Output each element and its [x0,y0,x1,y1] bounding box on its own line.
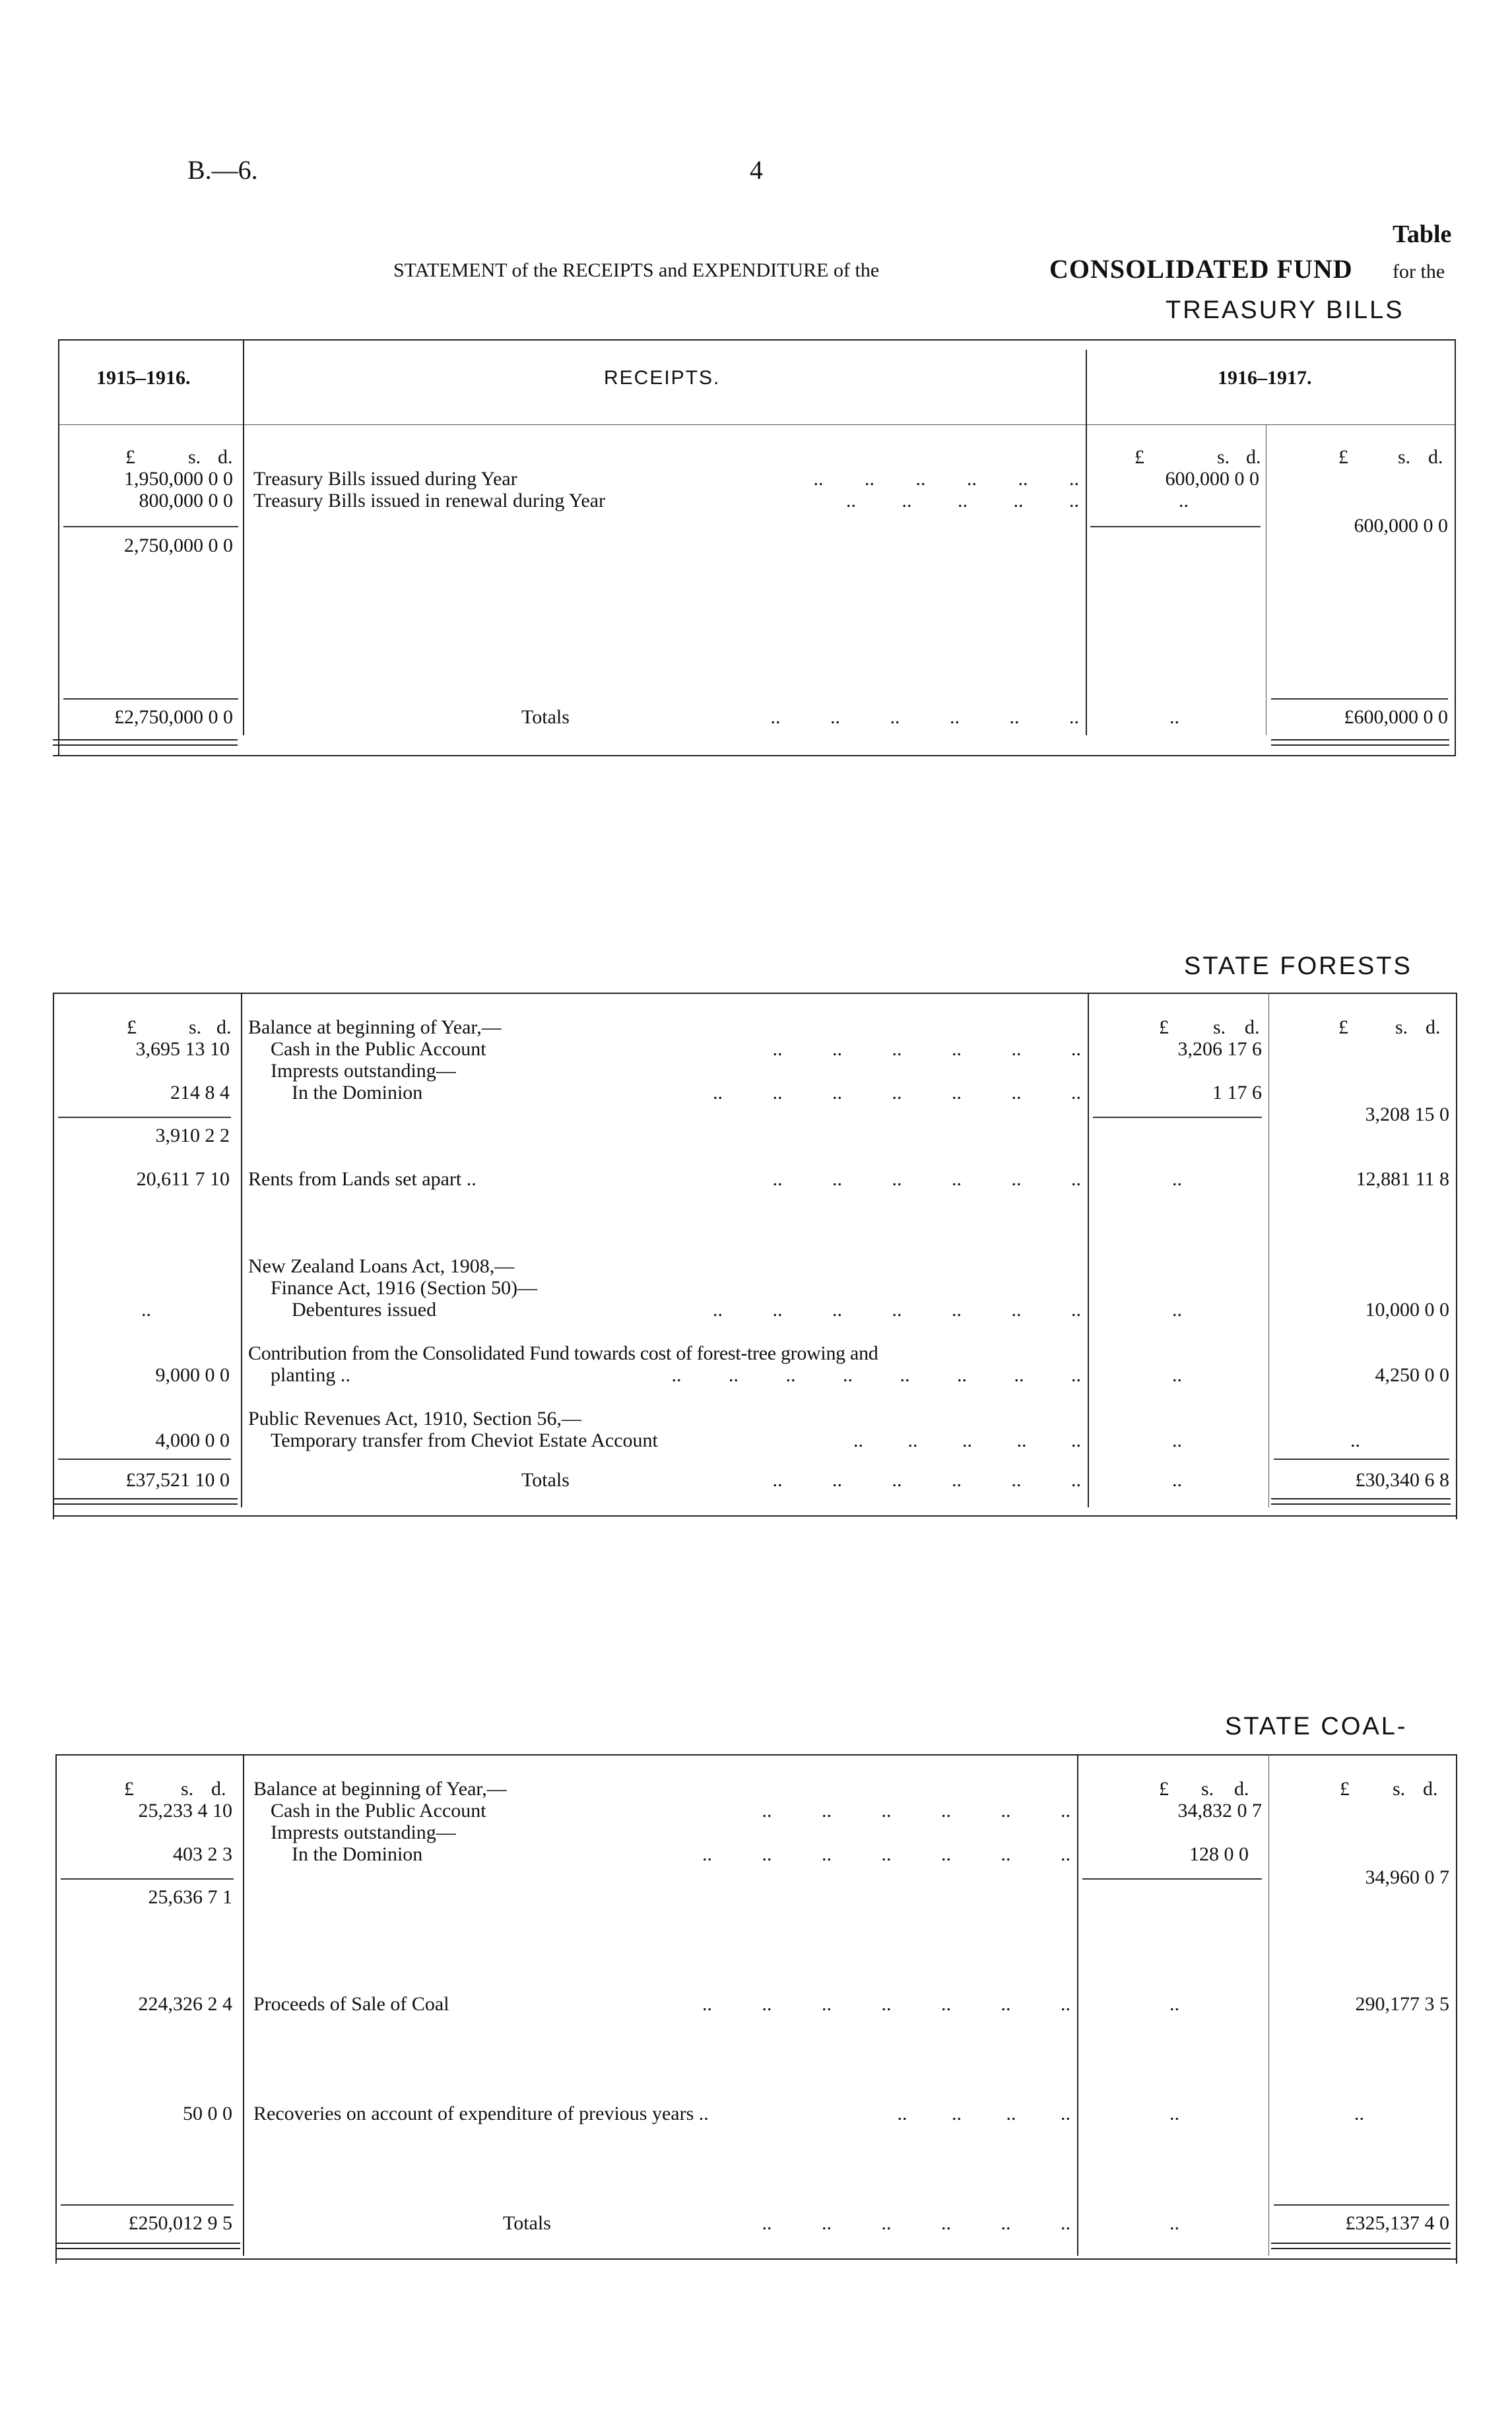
forests-right-border [1456,993,1457,1519]
treasury-header-right: 1916–1917. [1218,367,1312,389]
forests-imprests-label: Imprests outstanding— [271,1060,456,1082]
coal-unit-s-c2: s. [1393,1778,1406,1800]
forests-revenues-heading: Public Revenues Act, 1910, Section 56,— [248,1408,581,1430]
coal-unit-d-left: d. [211,1778,226,1800]
coal-total-left: £250,012 9 5 [128,2212,232,2234]
treasury-subtotal-right: 600,000 0 0 [1354,515,1448,537]
treasury-unit-d-left: d. [218,446,233,468]
treasury-header-left: 1915–1916. [96,367,191,389]
treasury-row1-dots: .. .. .. .. .. .. [813,468,1079,490]
treasury-unit-pound-c1: £ [1134,446,1144,468]
coal-subtotal-rule-c1 [1082,1878,1262,1880]
treasury-total-rule-left [63,698,238,700]
coal-double-rule-left [55,2243,240,2249]
treasury-subtotal-left: 2,750,000 0 0 [124,535,233,556]
treasury-row2-c1: .. [1179,490,1189,511]
treasury-bottom-rule [53,755,1456,756]
treasury-row1-desc: Treasury Bills issued during Year [253,468,517,490]
page-number: 4 [750,155,763,185]
forests-dominion-dots: .. .. .. .. .. .. .. [713,1082,1081,1103]
statement-fund: CONSOLIDATED FUND [1049,254,1353,284]
treasury-section-title: TREASURY BILLS [1166,296,1404,324]
forests-unit-s-c1: s. [1213,1016,1226,1038]
forests-total-rule-left [58,1459,231,1460]
forests-total-label: Totals [521,1469,570,1491]
forests-double-rule-left [53,1498,238,1505]
coal-proceeds-c1: .. [1169,1993,1179,2015]
forests-unit-s-c2: s. [1395,1016,1408,1038]
forests-dominion-left: 214 8 4 [170,1082,230,1103]
page-reference: B.—6. [187,155,258,185]
forests-debentures-label: Debentures issued [292,1299,437,1321]
forests-transfer-label: Temporary transfer from Cheviot Estate Account [271,1430,658,1451]
treasury-header-rule [58,424,1455,425]
forests-transfer-c2: .. [1350,1430,1360,1451]
treasury-total-rule-right [1271,698,1448,700]
forests-debentures-left: .. [141,1299,151,1321]
coal-col-divider-1 [243,1754,244,2256]
treasury-double-rule-left [53,739,238,746]
forests-dominion-c1: 1 17 6 [1212,1082,1262,1103]
treasury-total-c1: .. [1169,706,1179,728]
coal-balance-right-total: 34,960 0 7 [1365,1866,1449,1888]
forests-balance-heading: Balance at beginning of Year,— [248,1016,502,1038]
forests-debentures-c2: 10,000 0 0 [1365,1299,1449,1321]
forests-rents-dots: .. .. .. .. .. .. [772,1168,1081,1190]
coal-balance-heading: Balance at beginning of Year,— [253,1778,507,1800]
coal-section-title: STATE COAL- [1225,1713,1408,1740]
coal-balance-left-total: 25,636 7 1 [148,1886,232,1908]
coal-proceeds-label: Proceeds of Sale of Coal [253,1993,449,2015]
statement-prefix: STATEMENT of the RECEIPTS and EXPENDITURE of the [393,259,880,281]
coal-proceeds-dots: .. .. .. .. .. .. .. [702,1993,1070,2015]
treasury-col-divider-2 [1086,350,1087,735]
treasury-row1-c1: 600,000 0 0 [1165,468,1259,490]
forests-subtotal-rule-left [58,1117,231,1118]
forests-debentures-dots: .. .. .. .. .. .. .. [713,1299,1081,1321]
forests-transfer-dots: .. .. .. .. .. [853,1430,1081,1451]
coal-cash-left: 25,233 4 10 [138,1800,232,1822]
treasury-row1-left: 1,950,000 0 0 [124,468,233,490]
treasury-total-dots: .. .. .. .. .. .. [770,706,1079,728]
coal-proceeds-c2: 290,177 3 5 [1355,1993,1449,2015]
forests-contrib-c1: .. [1172,1364,1182,1386]
coal-cash-c1: 34,832 0 7 [1177,1800,1262,1822]
forests-total-left: £37,521 10 0 [125,1469,230,1491]
coal-total-dots: .. .. .. .. .. .. [762,2212,1070,2234]
treasury-header-mid: RECEIPTS. [604,367,721,389]
treasury-unit-d-c1: d. [1246,446,1261,468]
forests-finance-label: Finance Act, 1916 (Section 50)— [271,1277,538,1299]
coal-double-rule-right [1271,2243,1451,2249]
forests-unit-pound-c1: £ [1159,1016,1169,1038]
treasury-unit-pound-c2: £ [1338,446,1348,468]
treasury-row2-left: 800,000 0 0 [139,490,233,511]
forests-transfer-left: 4,000 0 0 [155,1430,230,1451]
forests-contrib-dots: .. .. .. .. .. .. .. .. [671,1364,1081,1386]
forests-rents-c2: 12,881 11 8 [1356,1168,1449,1190]
forests-unit-s-left: s. [189,1016,202,1038]
statement-suffix: for the [1393,261,1445,282]
forests-section-title: STATE FORESTS [1184,952,1412,980]
treasury-col-divider-1 [243,339,244,735]
coal-total-rule-left [61,2204,234,2206]
treasury-total-label: Totals [521,706,570,728]
forests-transfer-c1: .. [1172,1430,1182,1451]
treasury-unit-s-left: s. [188,446,201,468]
forests-contrib-left: 9,000 0 0 [155,1364,230,1386]
coal-col-divider-3 [1268,1754,1269,2256]
coal-cash-dots: .. .. .. .. .. .. [762,1800,1070,1822]
coal-unit-pound-c1: £ [1159,1778,1169,1800]
forests-unit-pound-left: £ [127,1016,137,1038]
coal-unit-d-c1: d. [1234,1778,1249,1800]
coal-dominion-c1: 128 0 0 [1189,1843,1249,1865]
treasury-total-c2: £600,000 0 0 [1344,706,1448,728]
coal-dominion-dots: .. .. .. .. .. .. .. [702,1843,1070,1865]
forests-cash-left: 3,695 13 10 [135,1038,230,1060]
coal-dominion-left: 403 2 3 [173,1843,232,1865]
coal-total-c1: .. [1169,2212,1179,2234]
coal-right-border [1456,1754,1457,2264]
treasury-double-rule-right [1271,739,1449,746]
coal-unit-pound-left: £ [124,1778,134,1800]
forests-total-dots: .. .. .. .. .. .. [772,1469,1081,1491]
forests-cash-c1: 3,206 17 6 [1177,1038,1262,1060]
coal-cash-label: Cash in the Public Account [271,1800,486,1822]
table-word: Table [1393,220,1452,248]
treasury-row2-desc: Treasury Bills issued in renewal during Year [253,490,606,511]
coal-recoveries-left: 50 0 0 [183,2103,232,2124]
forests-debentures-c1: .. [1172,1299,1182,1321]
forests-contrib-line1: Contribution from the Consolidated Fund towards cost of forest-tree growing and [248,1342,878,1364]
forests-unit-pound-c2: £ [1338,1016,1348,1038]
forests-double-rule-right [1271,1498,1451,1505]
forests-top-rule [53,993,1456,994]
forests-rents-left: 20,611 7 10 [136,1168,230,1190]
coal-total-c2: £325,137 4 0 [1345,2212,1449,2234]
forests-col-divider-3 [1268,993,1269,1507]
forests-cash-label: Cash in the Public Account [271,1038,486,1060]
coal-total-rule-right [1274,2204,1449,2206]
coal-col-divider-2 [1077,1754,1078,2256]
forests-unit-d-c2: d. [1426,1016,1441,1038]
treasury-unit-pound-left: £ [125,446,135,468]
forests-balance-left-total: 3,910 2 2 [155,1125,230,1146]
coal-imprests-label: Imprests outstanding— [271,1822,456,1843]
coal-unit-pound-c2: £ [1340,1778,1350,1800]
coal-recoveries-c1: .. [1169,2103,1179,2124]
treasury-row2-dots: .. .. .. .. .. [846,490,1079,511]
treasury-right-border [1455,339,1456,755]
forests-rents-c1: .. [1172,1168,1182,1190]
treasury-top-rule [58,339,1455,341]
forests-unit-d-c1: d. [1245,1016,1260,1038]
forests-bottom-rule [53,1515,1457,1517]
treasury-unit-d-c2: d. [1428,446,1443,468]
treasury-unit-s-c1: s. [1217,446,1230,468]
coal-recoveries-c2: .. [1354,2103,1364,2124]
forests-cash-dots: .. .. .. .. .. .. [772,1038,1081,1060]
treasury-unit-s-c2: s. [1398,446,1411,468]
forests-subtotal-rule-c1 [1093,1117,1262,1118]
forests-col-divider-2 [1088,993,1089,1507]
coal-subtotal-rule-left [61,1878,234,1880]
forests-rents-label: Rents from Lands set apart .. [248,1168,477,1190]
forests-total-c1: .. [1172,1469,1182,1491]
treasury-total-left: £2,750,000 0 0 [114,706,233,728]
coal-dominion-label: In the Dominion [292,1843,423,1865]
forests-contrib-c2: 4,250 0 0 [1375,1364,1449,1386]
forests-contrib-line2: planting .. [271,1364,350,1386]
forests-col-divider-1 [241,993,242,1507]
treasury-subtotal-rule-c1 [1090,526,1261,527]
forests-loans-heading: New Zealand Loans Act, 1908,— [248,1255,515,1277]
forests-dominion-label: In the Dominion [292,1082,423,1103]
coal-unit-s-left: s. [181,1778,194,1800]
forests-total-c2: £30,340 6 8 [1355,1469,1449,1491]
coal-unit-s-c1: s. [1201,1778,1214,1800]
forests-total-rule-right [1274,1459,1449,1460]
coal-unit-d-c2: d. [1423,1778,1438,1800]
treasury-subtotal-rule-left [63,526,238,527]
forests-unit-d-left: d. [216,1016,232,1038]
coal-proceeds-left: 224,326 2 4 [138,1993,232,2015]
coal-top-rule [55,1754,1456,1756]
coal-recoveries-dots: .. .. .. .. [897,2103,1070,2124]
forests-balance-right-total: 3,208 15 0 [1365,1103,1449,1125]
coal-recoveries-label: Recoveries on account of expenditure of previous years .. [253,2103,709,2124]
coal-total-label: Totals [503,2212,551,2234]
coal-bottom-rule [55,2258,1457,2260]
